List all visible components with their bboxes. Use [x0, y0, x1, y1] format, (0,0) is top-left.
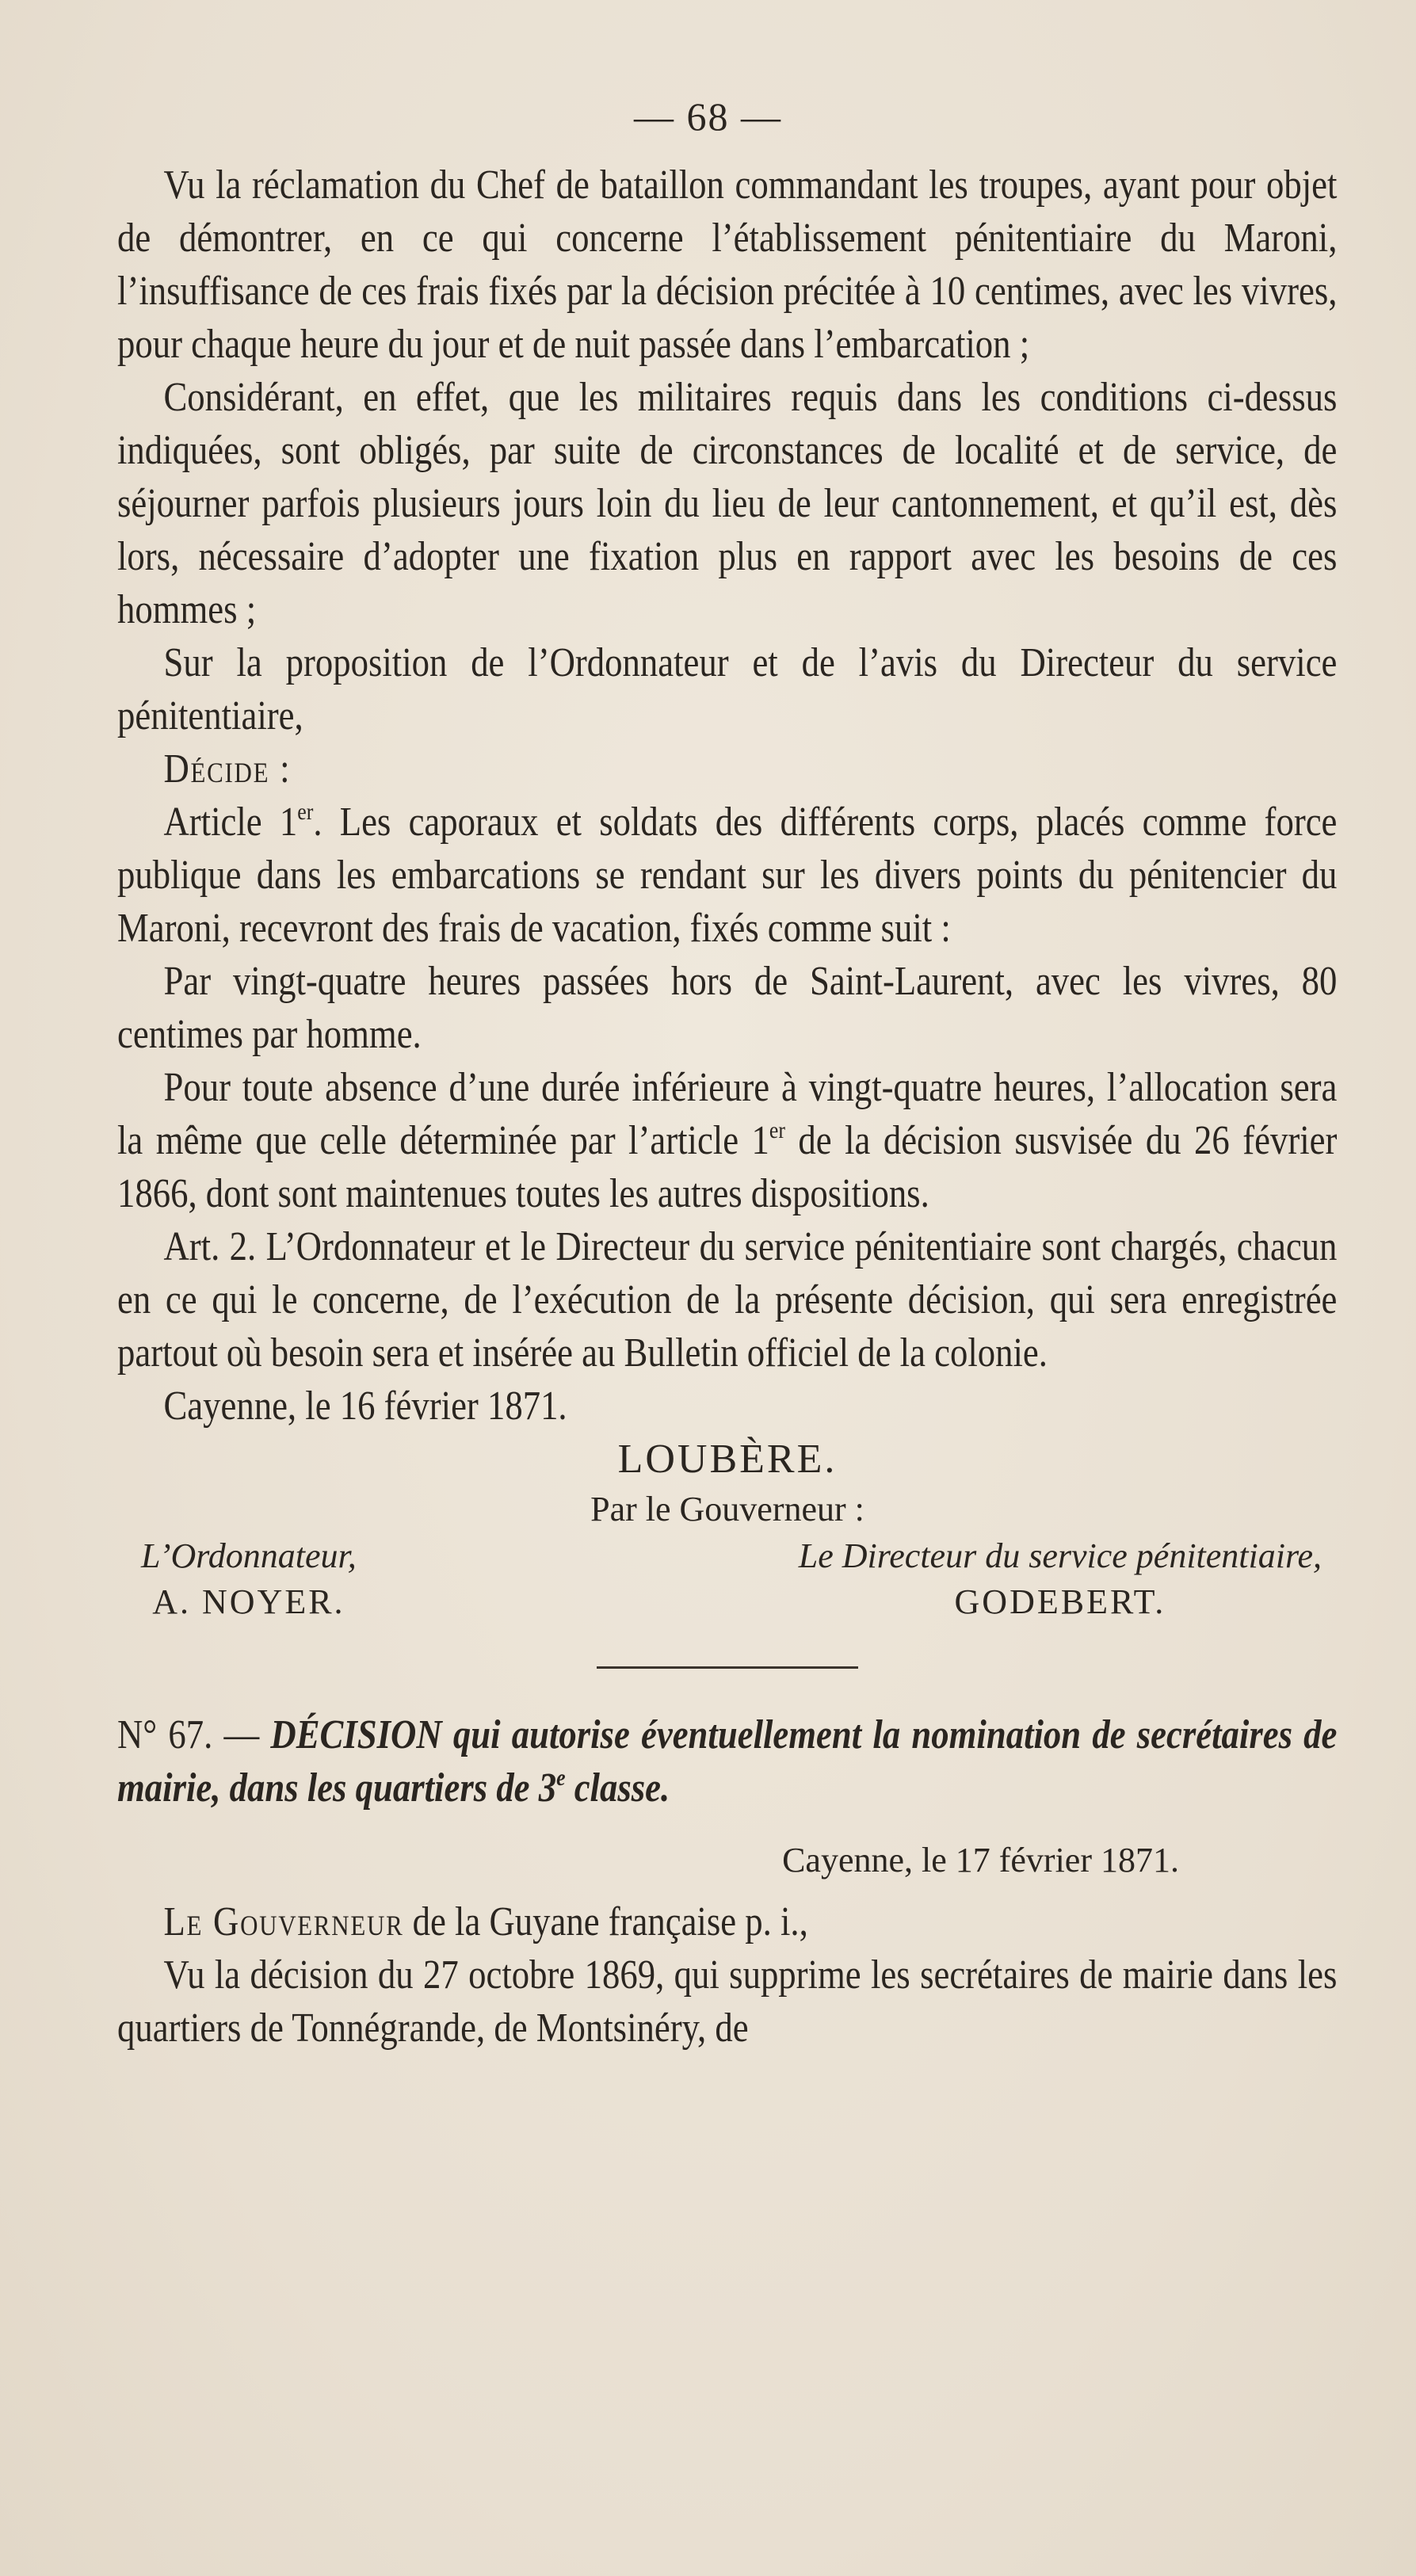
governor-signature: LOUBÈRE.	[617, 1437, 838, 1482]
decision-67-title-word: DÉCISION	[270, 1712, 442, 1757]
directeur-name: GODEBERT.	[954, 1582, 1166, 1621]
paragraph-24-hours: Par vingt-quatre heures passées hors de Saint-Laurent, avec les vivres, 80 centimes par homme.	[117, 959, 1338, 1057]
article-2: Art. 2. L’Ordonnateur et le Directeur du service pénitentiaire sont chargés, chacun en ce qui le concerne, de l’exécution de la présente décision, qui sera enregistrée partout où besoin sera et insérée au Bulletin officiel de la colonie.	[117, 1224, 1338, 1376]
ordonnateur-title: L’Ordonnateur,	[141, 1536, 357, 1575]
paragraph-absence-b: de la décision susvisée du 26 février 1866, dont sont maintenues toutes les autres dispositions.	[117, 1118, 1338, 1216]
paragraph-reclamation: Vu la réclamation du Chef de bataillon commandant les troupes, ayant pour objet de démontrer, en ce qui concerne l’établissement pénitentiaire du Maroni, l’insuffisance de ces frais fixés par la décision précitée à 10 centimes, avec les vivres, pour chaque heure du jour et de nuit passée dans l’embarcation ;	[117, 162, 1338, 367]
article-1-text: . Les caporaux et soldats des différents corps, placés comme force publique dans les embarcations se rendant sur les divers points du pénitencier du Maroni, recevront des frais de vacation, fixés comme suit :	[117, 800, 1338, 951]
decision-67-number: N° 67. —	[117, 1712, 271, 1757]
directeur-block	[799, 1533, 1322, 1625]
decide-heading: Décide :	[163, 746, 292, 792]
article-1-label: Article 1	[163, 800, 298, 845]
section-divider	[597, 1666, 858, 1669]
decision-67-opening-caps: Le Gouverneur	[163, 1899, 404, 1944]
par-le-gouverneur: Par le Gouverneur :	[590, 1490, 864, 1528]
article-1	[117, 796, 1337, 955]
decision-67-heading	[117, 1708, 1337, 1815]
countersignatures	[117, 1533, 1338, 1625]
paragraph-considerant: Considérant, en effet, que les militaires requis dans les conditions ci-dessus indiquées, sont obligés, par suite de circonstances de localité et de service, de séjourner parfois plusieurs jours loin du lieu de leur cantonnement, et qu’il est, dès lors, nécessaire d’adopter une fixation plus en rapport avec les besoins de ces hommes ;	[117, 375, 1338, 632]
decision-67-opening	[117, 1895, 1337, 1948]
decision-67-title-end: classe.	[565, 1765, 670, 1811]
paragraph-proposition: Sur la proposition de l’Ordonnateur et de l’avis du Directeur du service pénitentiaire,	[117, 640, 1338, 738]
paragraph-absence-a: Pour toute absence d’une durée inférieure à vingt-quatre heures, l’allocation sera la même que celle déterminée par l’article 1	[117, 1065, 1338, 1163]
decision-67-opening-rest: de la Guyane française p. i.,	[403, 1899, 808, 1944]
ordonnateur-name: A. NOYER.	[152, 1582, 345, 1621]
paragraph-absence	[117, 1061, 1337, 1220]
decision-67-title-rest: qui autorise éventuellement la nomination de secrétaires de mairie, dans les quartiers de 3	[117, 1712, 1338, 1811]
page-number: — 68 —	[634, 94, 782, 139]
decision-67-vu: Vu la décision du 27 octobre 1869, qui supprime les secrétaires de mairie dans les quartiers de Tonnégrande, de Montsinéry, de	[117, 1952, 1338, 2051]
article-1-sup: er	[297, 799, 314, 825]
paragraph-absence-sup: er	[769, 1117, 785, 1143]
ordonnateur-block	[141, 1533, 357, 1625]
text-body	[117, 158, 1338, 2055]
decision-67-dateline: Cayenne, le 17 février 1871.	[782, 1841, 1179, 1880]
place-date: Cayenne, le 16 février 1871.	[163, 1383, 567, 1429]
directeur-title: Le Directeur du service pénitentiaire,	[798, 1536, 1322, 1575]
decision-67-title-sup: e	[556, 1765, 566, 1791]
